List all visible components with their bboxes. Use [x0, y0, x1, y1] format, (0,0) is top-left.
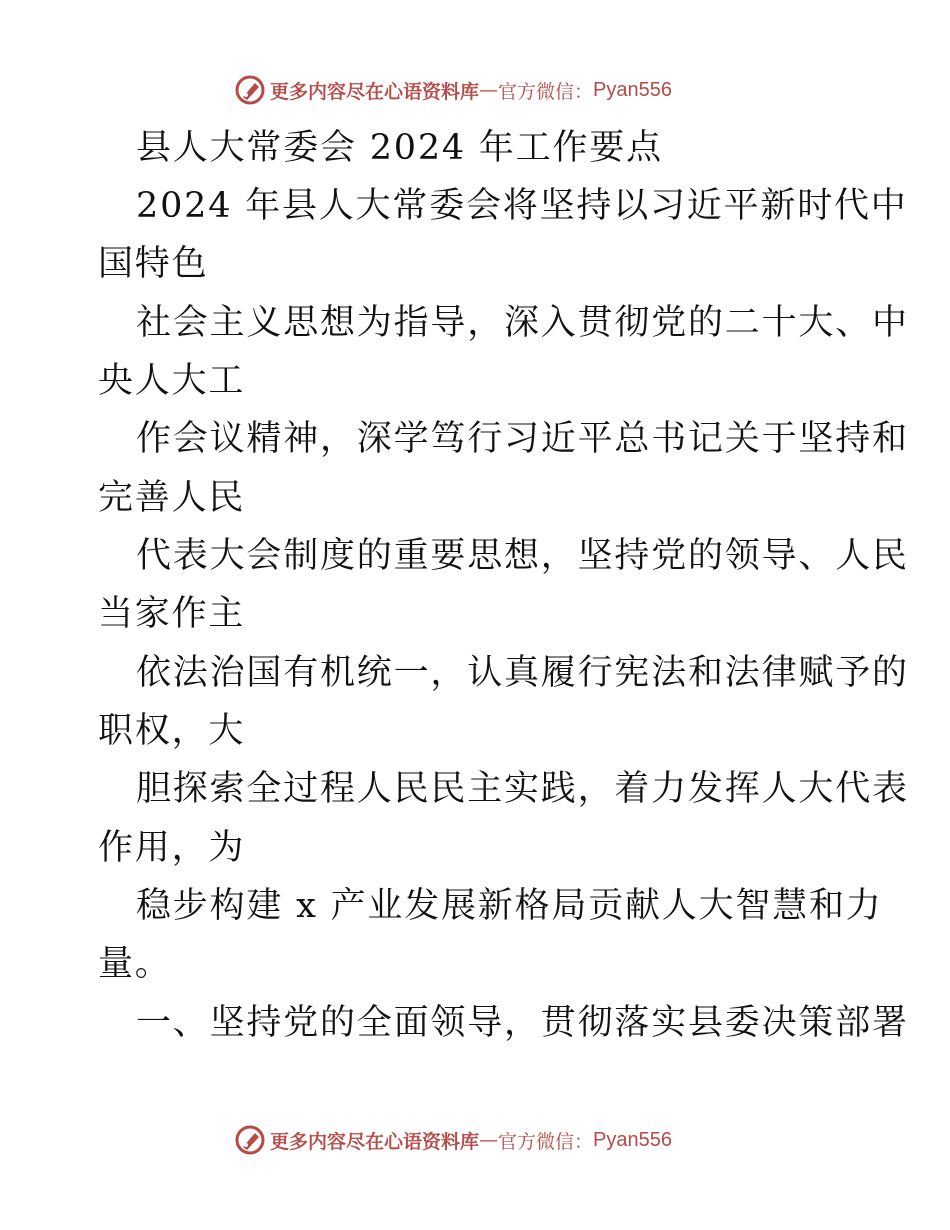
body-line: 社会主义思想为指导，深入贯彻党的二十大、中	[136, 303, 909, 343]
body-line: 2024 年县人大常委会将坚持以习近平新时代中	[136, 186, 908, 226]
body-line: 胆探索全过程人民民主实践，着力发挥人大代表	[136, 769, 909, 809]
banner-wechat-label: 官方微信：	[498, 1130, 594, 1153]
body-line: 量。	[98, 944, 172, 984]
body-line: 依法治国有机统一，认真履行宪法和法律赋予的	[136, 653, 909, 693]
banner-wechat-id: Pyan556	[593, 78, 672, 101]
body-line: 稳步构建 x 产业发展新格局贡献人大智慧和力	[136, 886, 883, 926]
body-line: 作会议精神，深学笃行习近平总书记关于坚持和	[136, 419, 909, 459]
pen-nib-logo-icon	[234, 74, 266, 106]
banner-separator: —	[479, 79, 499, 101]
body-line: 当家作主	[98, 594, 246, 634]
body-line: 作用，为	[98, 828, 246, 868]
pen-nib-logo-icon	[234, 1124, 266, 1156]
body-line: 央人大工	[98, 361, 246, 401]
header-watermark-banner	[234, 72, 672, 108]
document-title: 县人大常委会 2024 年工作要点	[136, 128, 663, 168]
banner-main-text: 更多内容尽在心语资料库	[270, 80, 480, 103]
body-line: 职权，大	[98, 711, 246, 751]
body-line: 国特色	[98, 244, 209, 284]
body-line: 代表大会制度的重要思想，坚持党的领导、人民	[136, 536, 909, 576]
section-heading: 一、坚持党的全面领导，贯彻落实县委决策部署	[136, 1003, 909, 1043]
banner-wechat-id: Pyan556	[593, 1128, 672, 1151]
footer-watermark-banner	[234, 1122, 672, 1158]
banner-main-text: 更多内容尽在心语资料库	[270, 1130, 480, 1153]
banner-wechat-label: 官方微信：	[498, 80, 594, 103]
body-line: 完善人民	[98, 478, 246, 518]
banner-separator: —	[479, 1129, 499, 1151]
